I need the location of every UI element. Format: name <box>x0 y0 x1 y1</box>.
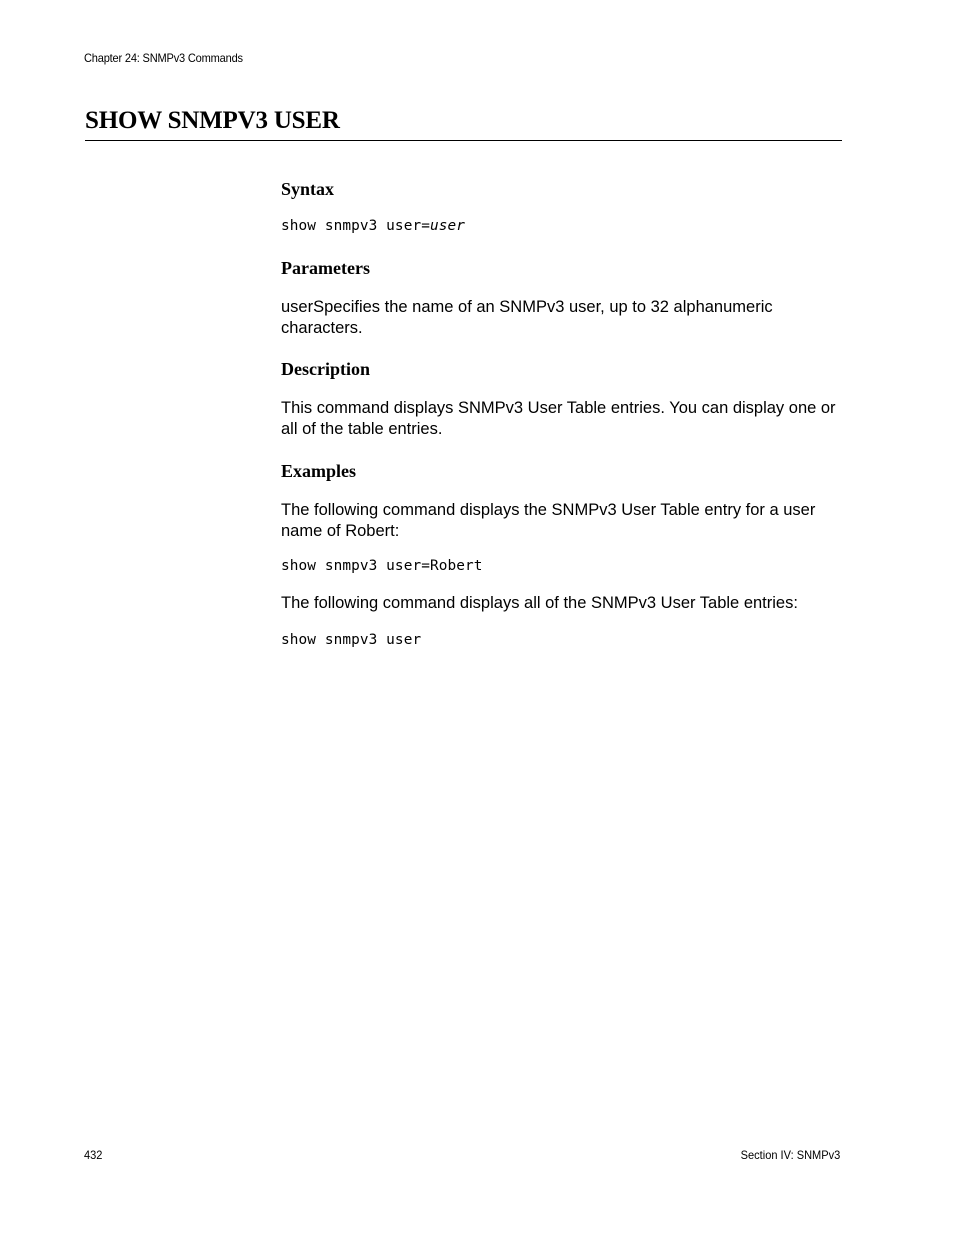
description-heading: Description <box>281 359 370 379</box>
page-title: SHOW SNMPV3 USER <box>85 107 340 134</box>
example-1-intro: The following command displays the SNMPv3 User Table entry for a user name of Robert: <box>281 501 816 540</box>
examples-heading: Examples <box>281 461 357 481</box>
running-header: Chapter 24: SNMPv3 Commands <box>84 51 243 65</box>
page-number: 432 <box>84 1148 103 1162</box>
footer-section: Section IV: SNMPv3 <box>740 1148 840 1162</box>
example-1-code: show snmpv3 user=Robert <box>281 558 483 574</box>
example-2-intro: The following command displays all of the SNMPv3 User Table entries: <box>281 594 798 612</box>
syntax-argument: user <box>430 218 466 234</box>
example-2-code: show snmpv3 user <box>281 632 422 648</box>
parameters-heading: Parameters <box>281 258 370 278</box>
description-text: This command displays SNMPv3 User Table entries. You can display one or all of the table entries. <box>281 399 836 438</box>
syntax-heading: Syntax <box>281 179 335 199</box>
parameters-text: userSpecifies the name of an SNMPv3 user, up to 32 alphanumeric characters. <box>281 298 773 337</box>
syntax-command: show snmpv3 user= <box>281 218 430 234</box>
syntax-code <box>281 218 465 234</box>
title-divider <box>85 140 842 141</box>
